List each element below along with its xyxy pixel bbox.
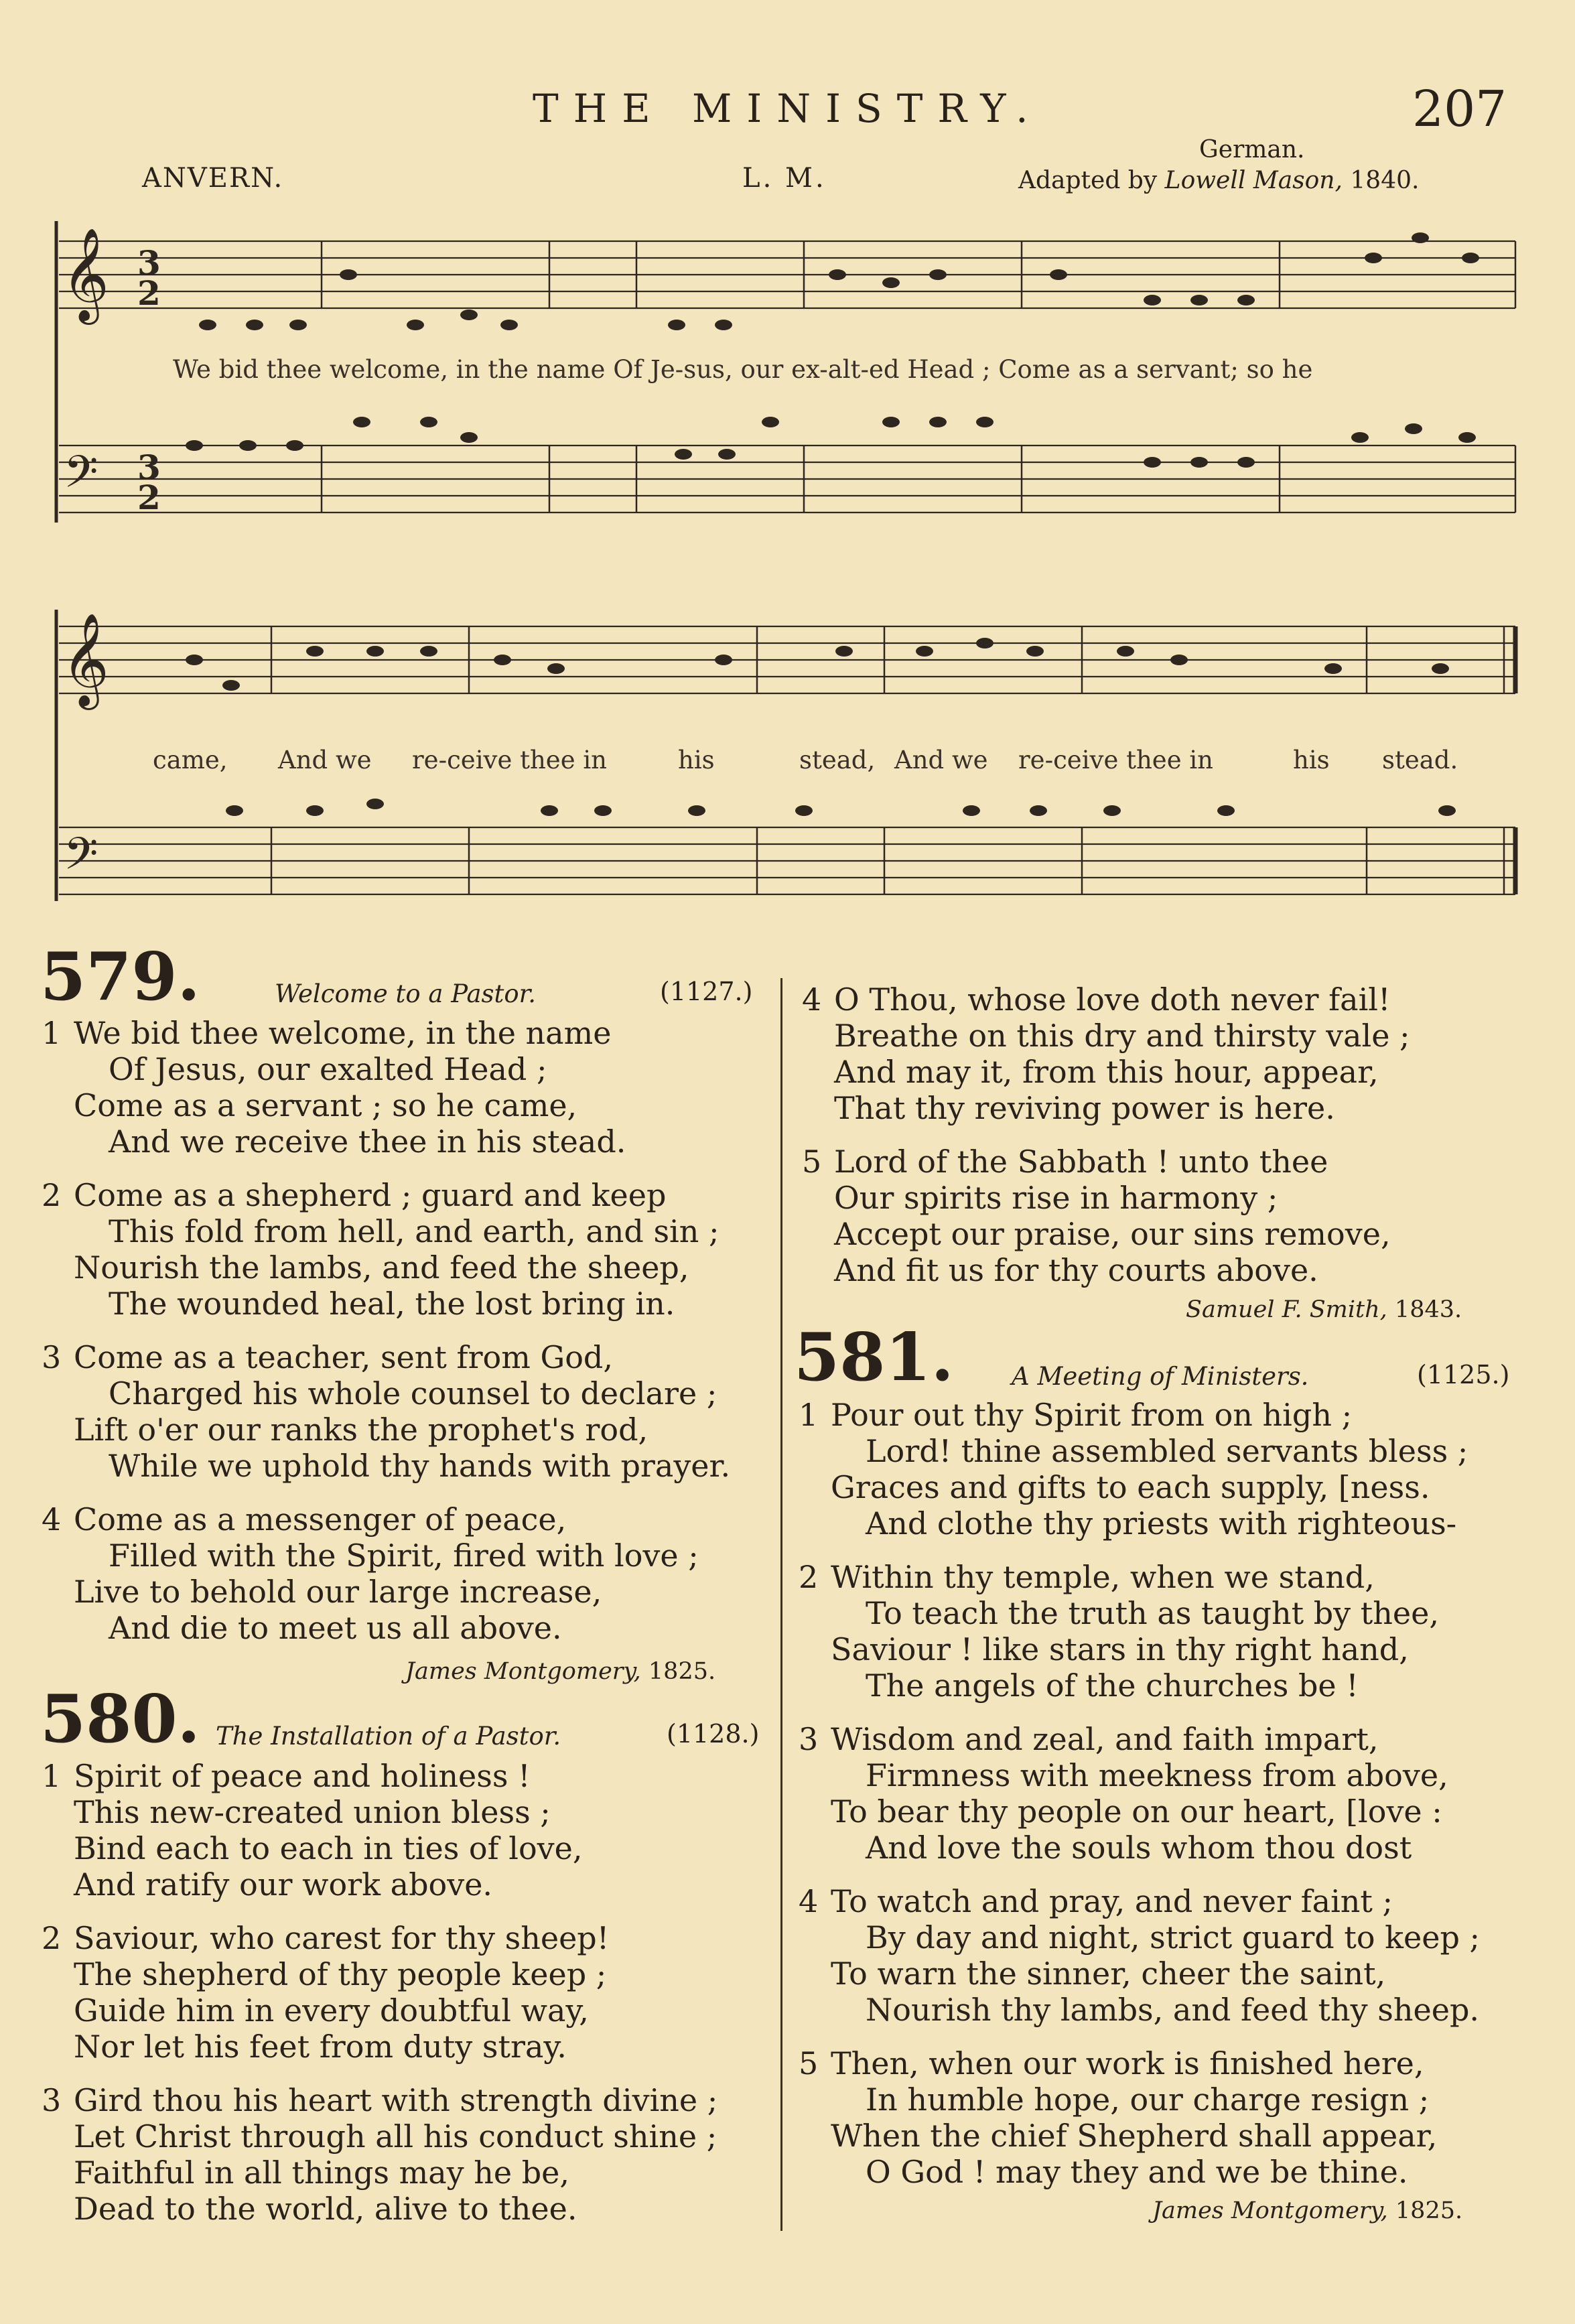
verse-number: 1 bbox=[42, 1758, 62, 1794]
verse-line: Nor let his feet from duty stray. bbox=[74, 2029, 567, 2065]
verse-number: 1 bbox=[799, 1397, 819, 1433]
noteheads-2 bbox=[186, 638, 1456, 816]
verse-number: 5 bbox=[799, 2045, 819, 2081]
verse-line: Come as a shepherd ; guard and keep bbox=[74, 1177, 667, 1213]
author-name: James Montgomery, bbox=[1152, 2197, 1388, 2224]
hymn-reference: (1125.) bbox=[1417, 1360, 1510, 1389]
verse-line: This fold from hell, and earth, and sin ; bbox=[109, 1213, 720, 1249]
verse-line: Within thy temple, when we stand, bbox=[831, 1559, 1375, 1595]
verse-number: 5 bbox=[802, 1144, 822, 1180]
verse-line: The angels of the churches be ! bbox=[866, 1667, 1359, 1704]
verse-line: The wounded heal, the lost bring in. bbox=[109, 1286, 675, 1322]
verse-line: Breathe on this dry and thirsty vale ; bbox=[834, 1018, 1410, 1054]
verse-line: In humble hope, our charge resign ; bbox=[866, 2081, 1430, 2118]
stanza bbox=[42, 1920, 610, 2065]
music-lyric-word: his bbox=[1293, 746, 1330, 774]
treble-clef-2: 𝄞 bbox=[62, 613, 109, 706]
hymn-author bbox=[1152, 2197, 1462, 2224]
tune-name: ANVERN. bbox=[142, 163, 284, 194]
stanza bbox=[799, 1883, 1481, 2028]
bass-clef-1: 𝄢 bbox=[64, 446, 98, 508]
verse-line: By day and night, strict guard to keep ; bbox=[866, 1919, 1481, 1956]
verse-line: And we receive thee in his stead. bbox=[109, 1123, 626, 1160]
verse-line: O Thou, whose love doth never fail! bbox=[834, 981, 1391, 1018]
author-year: 1843. bbox=[1394, 1296, 1462, 1323]
noteheads-1 bbox=[186, 232, 1479, 468]
music-lyric-word: And we bbox=[278, 746, 372, 774]
verse-line: And die to meet us all above. bbox=[109, 1610, 562, 1646]
music-lyric-word: came, bbox=[153, 746, 228, 774]
verse-line: Our spirits rise in harmony ; bbox=[834, 1180, 1278, 1216]
verse-line: The shepherd of thy people keep ; bbox=[74, 1956, 607, 1992]
verse-line: While we uphold thy hands with prayer. bbox=[109, 1448, 731, 1484]
treble-clef-1: 𝄞 bbox=[62, 228, 109, 321]
column-divider bbox=[780, 978, 782, 2231]
hymn-number: 581. bbox=[794, 1319, 954, 1396]
hymn-reference: (1127.) bbox=[660, 977, 753, 1006]
svg-text:2: 2 bbox=[137, 273, 161, 313]
hymn-title: A Meeting of Ministers. bbox=[1012, 1362, 1309, 1391]
verse-line: Wisdom and zeal, and faith impart, bbox=[831, 1721, 1379, 1757]
verse-line: Come as a messenger of peace, bbox=[74, 1501, 567, 1537]
author-name: Samuel F. Smith, bbox=[1186, 1296, 1387, 1323]
tune-origin: German. bbox=[1199, 136, 1305, 163]
verse-line: To warn the sinner, cheer the saint, bbox=[831, 1956, 1386, 1992]
music-lyric-word: his bbox=[678, 746, 715, 774]
verse-line: Firmness with meekness from above, bbox=[866, 1757, 1448, 1793]
verse-line: Bind each to each in ties of love, bbox=[74, 1830, 583, 1866]
verse-line: Pour out thy Spirit from on high ; bbox=[831, 1397, 1353, 1433]
stanza bbox=[799, 1721, 1448, 1866]
time-signature-1 bbox=[137, 243, 161, 517]
verse-line: Nourish the lambs, and feed the sheep, bbox=[74, 1249, 689, 1286]
verse-line: We bid thee welcome, in the name bbox=[74, 1015, 612, 1051]
hymn-title: The Installation of a Pastor. bbox=[216, 1722, 561, 1751]
verse-line: When the chief Shepherd shall appear, bbox=[831, 2118, 1438, 2154]
adapter-name: Lowell Mason, bbox=[1164, 167, 1343, 194]
svg-text:3: 3 bbox=[137, 448, 161, 487]
verse-line: Nourish thy lambs, and feed thy sheep. bbox=[866, 1992, 1480, 2028]
author-year: 1825. bbox=[648, 1658, 716, 1685]
verse-number: 2 bbox=[799, 1559, 819, 1595]
verse-line: Charged his whole counsel to declare ; bbox=[109, 1375, 717, 1412]
verse-line: And may it, from this hour, appear, bbox=[834, 1054, 1379, 1090]
treble-staff-2 bbox=[59, 626, 1515, 693]
music-lyric-word: And we bbox=[894, 746, 988, 774]
verse-number: 4 bbox=[799, 1883, 819, 1919]
music-score bbox=[0, 0, 1575, 951]
verse-line: Filled with the Spirit, fired with love ; bbox=[109, 1537, 699, 1574]
running-header: THE MINISTRY. bbox=[533, 86, 1043, 131]
stanza bbox=[802, 981, 1410, 1126]
bass-staff-2 bbox=[59, 827, 1515, 894]
verse-number: 4 bbox=[802, 981, 822, 1018]
hymn-author bbox=[1186, 1296, 1462, 1323]
adapter-year: 1840. bbox=[1350, 167, 1420, 194]
verse-line: That thy reviving power is here. bbox=[834, 1090, 1335, 1126]
verse-line: Accept our praise, our sins remove, bbox=[834, 1216, 1391, 1252]
verse-number: 2 bbox=[42, 1920, 62, 1956]
verse-line: Lift o'er our ranks the prophet's rod, bbox=[74, 1412, 648, 1448]
bass-staff-1 bbox=[59, 446, 1515, 512]
verse-line: Live to behold our large increase, bbox=[74, 1574, 602, 1610]
treble-staff-1 bbox=[59, 241, 1515, 308]
verse-line: And fit us for thy courts above. bbox=[834, 1252, 1318, 1288]
verse-line: O God ! may they and we be thine. bbox=[866, 2154, 1408, 2190]
stanza bbox=[802, 1144, 1391, 1288]
music-lyric-word: stead. bbox=[1382, 746, 1458, 774]
hymn-title: Welcome to a Pastor. bbox=[275, 979, 537, 1008]
verse-line: Saviour ! like stars in thy right hand, bbox=[831, 1631, 1409, 1667]
page-number: 207 bbox=[1412, 80, 1507, 138]
stanza bbox=[42, 1501, 699, 1646]
stanza bbox=[799, 1559, 1439, 1704]
hymn-number: 580. bbox=[40, 1681, 200, 1758]
verse-line: Come as a teacher, sent from God, bbox=[74, 1339, 613, 1375]
verse-line: Lord of the Sabbath ! unto thee bbox=[834, 1144, 1328, 1180]
music-lyric-word: re-ceive thee in bbox=[1018, 746, 1214, 774]
verse-line: Of Jesus, our exalted Head ; bbox=[109, 1051, 547, 1087]
stanza bbox=[42, 1758, 583, 1903]
verse-line: Spirit of peace and holiness ! bbox=[74, 1758, 531, 1794]
stanza bbox=[42, 1177, 720, 1322]
stanza bbox=[42, 1339, 731, 1484]
author-name: James Montgomery, bbox=[405, 1658, 641, 1685]
stanza bbox=[799, 1397, 1468, 1542]
verse-line: Guide him in every doubtful way, bbox=[74, 1992, 589, 2029]
verse-number: 3 bbox=[799, 1721, 819, 1757]
verse-line: To watch and pray, and never faint ; bbox=[831, 1883, 1393, 1919]
verse-line: Saviour, who carest for thy sheep! bbox=[74, 1920, 610, 1956]
stanza bbox=[42, 2082, 718, 2227]
verse-number: 4 bbox=[42, 1501, 62, 1537]
music-lyric-word: stead, bbox=[799, 746, 876, 774]
verse-line: Then, when our work is finished here, bbox=[831, 2045, 1424, 2081]
verse-line: And ratify our work above. bbox=[74, 1866, 493, 1903]
hymn-author bbox=[405, 1658, 715, 1685]
verse-line: To bear thy people on our heart, [love : bbox=[831, 1793, 1442, 1830]
verse-line: Faithful in all things may he be, bbox=[74, 2155, 569, 2191]
verse-line: This new-created union bless ; bbox=[74, 1794, 551, 1830]
bass-clef-2: 𝄢 bbox=[64, 828, 98, 890]
verse-number: 2 bbox=[42, 1177, 62, 1213]
verse-line: Gird thou his heart with strength divine ; bbox=[74, 2082, 718, 2118]
stanza bbox=[42, 1015, 626, 1160]
verse-line: Lord! thine assembled servants bless ; bbox=[866, 1433, 1468, 1469]
svg-text:3: 3 bbox=[137, 243, 161, 283]
stanza bbox=[799, 2045, 1438, 2190]
adapter-prefix: Adapted by bbox=[1018, 167, 1158, 194]
music-lyric-word: re-ceive thee in bbox=[412, 746, 608, 774]
music-lyrics-line-1: We bid thee welcome, in the name Of Je-sus, our ex-alt-ed Head ; Come as a servant; so he bbox=[173, 355, 1313, 384]
verse-number: 1 bbox=[42, 1015, 62, 1051]
author-year: 1825. bbox=[1395, 2197, 1463, 2224]
verse-line: To teach the truth as taught by thee, bbox=[866, 1595, 1439, 1631]
verse-line: Come as a servant ; so he came, bbox=[74, 1087, 577, 1123]
verse-line: Graces and gifts to each supply, [ness. bbox=[831, 1469, 1430, 1505]
svg-text:2: 2 bbox=[137, 478, 161, 517]
verse-number: 3 bbox=[42, 2082, 62, 2118]
verse-line: Dead to the world, alive to thee. bbox=[74, 2191, 577, 2227]
verse-line: Let Christ through all his conduct shine ; bbox=[74, 2118, 717, 2155]
hymn-reference: (1128.) bbox=[667, 1719, 760, 1749]
hymn-number: 579. bbox=[40, 939, 200, 1016]
verse-line: And clothe thy priests with righteous- bbox=[866, 1505, 1457, 1542]
tune-meter: L. M. bbox=[742, 163, 827, 194]
verse-line: And love the souls whom thou dost bbox=[866, 1830, 1412, 1866]
verse-number: 3 bbox=[42, 1339, 62, 1375]
